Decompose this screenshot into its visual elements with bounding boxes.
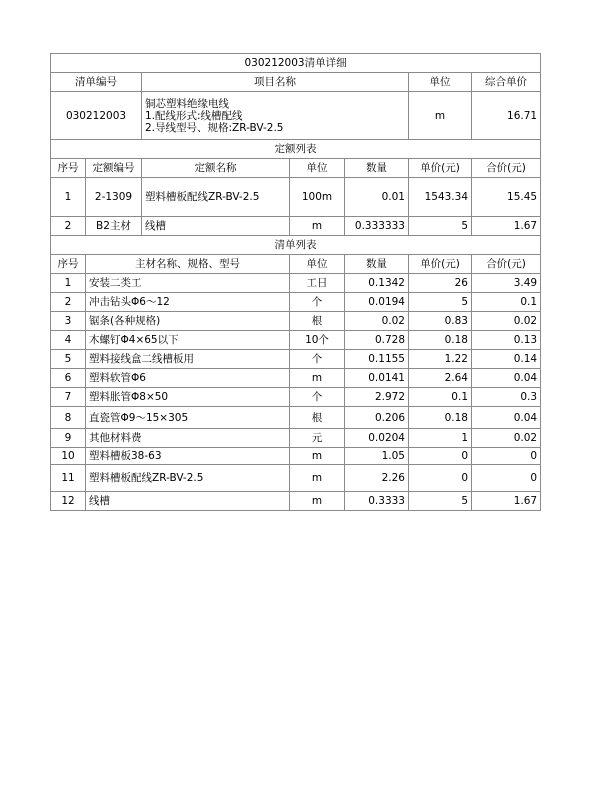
material-no: 10 — [51, 448, 86, 465]
quota-no: 2 — [51, 217, 86, 236]
material-qty: 1.05 — [345, 448, 409, 465]
materials-section-title: 清单列表 — [51, 236, 541, 255]
quota-section-title: 定额列表 — [51, 140, 541, 159]
item-description — [142, 92, 409, 140]
material-no: 6 — [51, 369, 86, 388]
material-price: 1 — [409, 429, 472, 448]
material-total: 0.14 — [472, 350, 541, 369]
material-row — [51, 331, 541, 350]
quota-col-price: 单价(元) — [409, 159, 472, 178]
quota-col-total: 合价(元) — [472, 159, 541, 178]
material-unit: 个 — [290, 350, 345, 369]
material-row — [51, 429, 541, 448]
material-name: 塑料软管Φ6 — [86, 369, 290, 388]
material-unit: 根 — [290, 312, 345, 331]
material-name: 其他材料费 — [86, 429, 290, 448]
material-price: 0.83 — [409, 312, 472, 331]
material-row — [51, 369, 541, 388]
material-qty: 0.02 — [345, 312, 409, 331]
quota-total: 15.45 — [472, 178, 541, 217]
material-name: 冲击钻头Φ6～12 — [86, 293, 290, 312]
material-no: 7 — [51, 388, 86, 407]
materials-col-total: 合价(元) — [472, 255, 541, 274]
material-price: 0.18 — [409, 331, 472, 350]
quota-col-unit: 单位 — [290, 159, 345, 178]
material-unit: m — [290, 465, 345, 492]
material-unit: 根 — [290, 407, 345, 429]
material-qty: 0.0194 — [345, 293, 409, 312]
material-no: 9 — [51, 429, 86, 448]
material-price: 0 — [409, 465, 472, 492]
material-total: 0 — [472, 448, 541, 465]
header-code: 清单编号 — [51, 73, 142, 92]
material-qty: 0.3333 — [345, 492, 409, 511]
quota-qty: 0.01 — [345, 178, 409, 217]
material-row — [51, 312, 541, 331]
material-row — [51, 448, 541, 465]
material-row — [51, 465, 541, 492]
quota-col-qty: 数量 — [345, 159, 409, 178]
material-price: 5 — [409, 293, 472, 312]
quota-code: 2-1309 — [86, 178, 142, 217]
header-price: 综合单价 — [472, 73, 541, 92]
material-unit: m — [290, 492, 345, 511]
item-name-line: 1.配线形式:线槽配线 — [145, 109, 243, 122]
material-price: 0.18 — [409, 407, 472, 429]
quota-name: 线槽 — [142, 217, 290, 236]
material-total: 0.1 — [472, 293, 541, 312]
material-qty: 0.1155 — [345, 350, 409, 369]
materials-col-unit: 单位 — [290, 255, 345, 274]
material-name: 安装二类工 — [86, 274, 290, 293]
materials-col-name: 主材名称、规格、型号 — [86, 255, 290, 274]
quota-unit: 100m — [290, 178, 345, 217]
header-unit: 单位 — [409, 73, 472, 92]
material-no: 3 — [51, 312, 86, 331]
material-no: 4 — [51, 331, 86, 350]
material-no: 11 — [51, 465, 86, 492]
material-total: 0.3 — [472, 388, 541, 407]
material-row — [51, 388, 541, 407]
material-total: 0 — [472, 465, 541, 492]
material-row — [51, 350, 541, 369]
material-no: 5 — [51, 350, 86, 369]
material-total: 3.49 — [472, 274, 541, 293]
quota-unit: m — [290, 217, 345, 236]
material-row — [51, 293, 541, 312]
quota-qty: 0.333333 — [345, 217, 409, 236]
material-row — [51, 274, 541, 293]
material-qty: 0.1342 — [345, 274, 409, 293]
material-unit: 10个 — [290, 331, 345, 350]
material-qty: 0.206 — [345, 407, 409, 429]
quota-total: 1.67 — [472, 217, 541, 236]
item-name-line: 2.导线型号、规格:ZR-BV-2.5 — [145, 121, 284, 134]
material-row — [51, 407, 541, 429]
material-qty: 2.972 — [345, 388, 409, 407]
material-no: 1 — [51, 274, 86, 293]
material-total: 0.02 — [472, 312, 541, 331]
quota-code: B2主材 — [86, 217, 142, 236]
material-total: 0.02 — [472, 429, 541, 448]
quota-col-name: 定额名称 — [142, 159, 290, 178]
quota-name: 塑料槽板配线ZR-BV-2.5 — [142, 178, 290, 217]
material-unit: m — [290, 448, 345, 465]
item-price: 16.71 — [472, 92, 541, 140]
material-no: 2 — [51, 293, 86, 312]
material-name: 塑料槽板38-63 — [86, 448, 290, 465]
material-qty: 0.0204 — [345, 429, 409, 448]
material-price: 2.64 — [409, 369, 472, 388]
header-name: 项目名称 — [142, 73, 409, 92]
bill-detail-table — [50, 53, 541, 511]
material-unit: 个 — [290, 388, 345, 407]
material-unit: 工日 — [290, 274, 345, 293]
material-no: 8 — [51, 407, 86, 429]
item-code: 030212003 — [51, 92, 142, 140]
quota-row — [51, 217, 541, 236]
material-total: 0.04 — [472, 369, 541, 388]
material-unit: 元 — [290, 429, 345, 448]
item-unit: m — [409, 92, 472, 140]
material-name: 塑料槽板配线ZR-BV-2.5 — [86, 465, 290, 492]
material-qty: 0.728 — [345, 331, 409, 350]
material-total: 0.04 — [472, 407, 541, 429]
material-name: 锯条(各种规格) — [86, 312, 290, 331]
material-qty: 2.26 — [345, 465, 409, 492]
material-unit: m — [290, 369, 345, 388]
material-name: 直瓷管Φ9～15×305 — [86, 407, 290, 429]
material-qty: 0.0141 — [345, 369, 409, 388]
material-name: 塑料接线盒二线槽板用 — [86, 350, 290, 369]
quota-col-code: 定额编号 — [86, 159, 142, 178]
table-title: 030212003清单详细 — [51, 54, 541, 73]
quota-no: 1 — [51, 178, 86, 217]
material-price: 0 — [409, 448, 472, 465]
material-unit: 个 — [290, 293, 345, 312]
material-name: 木螺钉Φ4×65以下 — [86, 331, 290, 350]
quota-price: 5 — [409, 217, 472, 236]
material-price: 5 — [409, 492, 472, 511]
material-name: 线槽 — [86, 492, 290, 511]
material-no: 12 — [51, 492, 86, 511]
materials-col-price: 单价(元) — [409, 255, 472, 274]
material-price: 1.22 — [409, 350, 472, 369]
material-price: 26 — [409, 274, 472, 293]
item-name-line: 铜芯塑料绝缘电线 — [145, 97, 229, 110]
quota-row — [51, 178, 541, 217]
material-row — [51, 492, 541, 511]
materials-col-qty: 数量 — [345, 255, 409, 274]
material-name: 塑料胀管Φ8×50 — [86, 388, 290, 407]
quota-price: 1543.34 — [409, 178, 472, 217]
material-total: 0.13 — [472, 331, 541, 350]
material-price: 0.1 — [409, 388, 472, 407]
quota-col-no: 序号 — [51, 159, 86, 178]
material-total: 1.67 — [472, 492, 541, 511]
materials-col-no: 序号 — [51, 255, 86, 274]
